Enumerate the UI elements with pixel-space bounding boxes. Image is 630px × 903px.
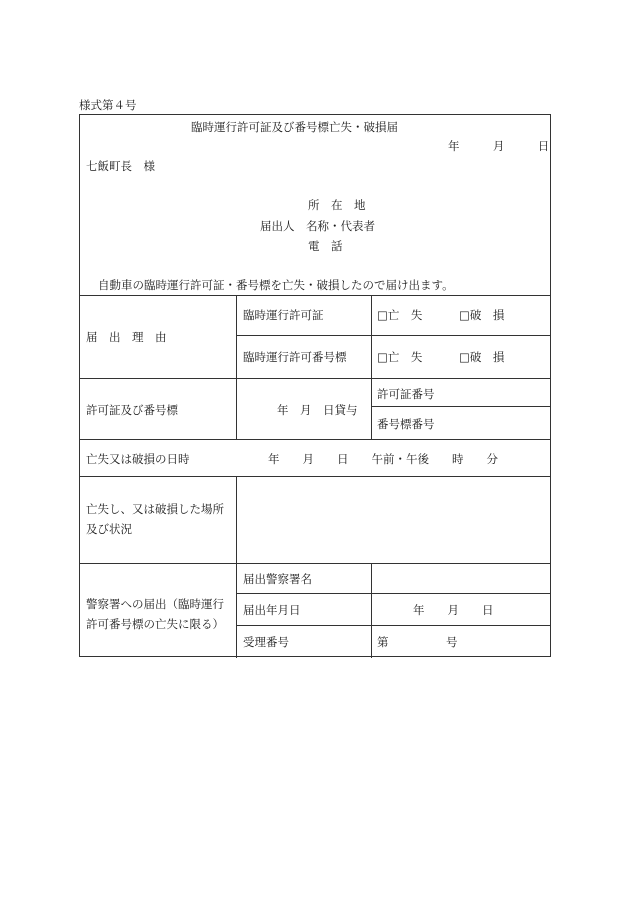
form-number: 様式第４号 (79, 98, 137, 112)
place-label-line1: 亡失し、又は破損した場所 (86, 502, 224, 516)
permit-lost-checkbox[interactable]: □亡 失 (377, 308, 423, 322)
reason-item-plate: 臨時運行許可番号標 (243, 350, 347, 364)
permit-plate-label: 許可証及び番号標 (86, 403, 178, 417)
reason-item-permit: 臨時運行許可証 (243, 308, 324, 322)
loss-datetime-value: 年 月 日 午前・午後 時 分 (268, 452, 498, 466)
permit-number-label: 許可証番号 (377, 387, 435, 401)
addressee: 七飯町長 様 (86, 159, 155, 173)
police-label-line2: 許可番号標の亡失に限る） (86, 617, 224, 631)
receipt-number-value: 第 号 (377, 635, 458, 649)
applicant-name-label: 届出人 名称・代表者 (260, 219, 375, 233)
plate-lost-checkbox[interactable]: □亡 失 (377, 350, 423, 364)
form-title: 臨時運行許可証及び番号標亡失・破損届 (191, 120, 398, 134)
phone-label: 電 話 (308, 239, 343, 253)
police-station-field[interactable] (374, 566, 544, 590)
police-label-line1: 警察署への届出（臨時運行 (86, 597, 224, 611)
plate-damaged-checkbox[interactable]: □破 損 (459, 350, 505, 364)
loss-datetime-label: 亡失又は破損の日時 (86, 452, 190, 466)
statement: 自動車の臨時運行許可証・番号標を亡失・破損したので届け出ます。 (98, 278, 454, 292)
loan-date: 年 月 日貸与 (277, 403, 358, 417)
place-details-field[interactable] (240, 480, 546, 560)
date-line: 年 月 日 (448, 139, 553, 153)
receipt-number-label: 受理番号 (243, 635, 289, 649)
police-station-label: 届出警察署名 (243, 572, 312, 586)
permit-damaged-checkbox[interactable]: □破 損 (459, 308, 505, 322)
reason-label: 届 出 理 由 (86, 330, 167, 344)
plate-number-label: 番号標番号 (377, 417, 435, 431)
notification-date-label: 届出年月日 (243, 603, 301, 617)
place-label-line2: 及び状況 (86, 522, 132, 536)
notification-form (79, 114, 551, 657)
notification-date-value: 年 月 日 (413, 603, 494, 617)
address-label: 所 在 地 (308, 198, 366, 212)
